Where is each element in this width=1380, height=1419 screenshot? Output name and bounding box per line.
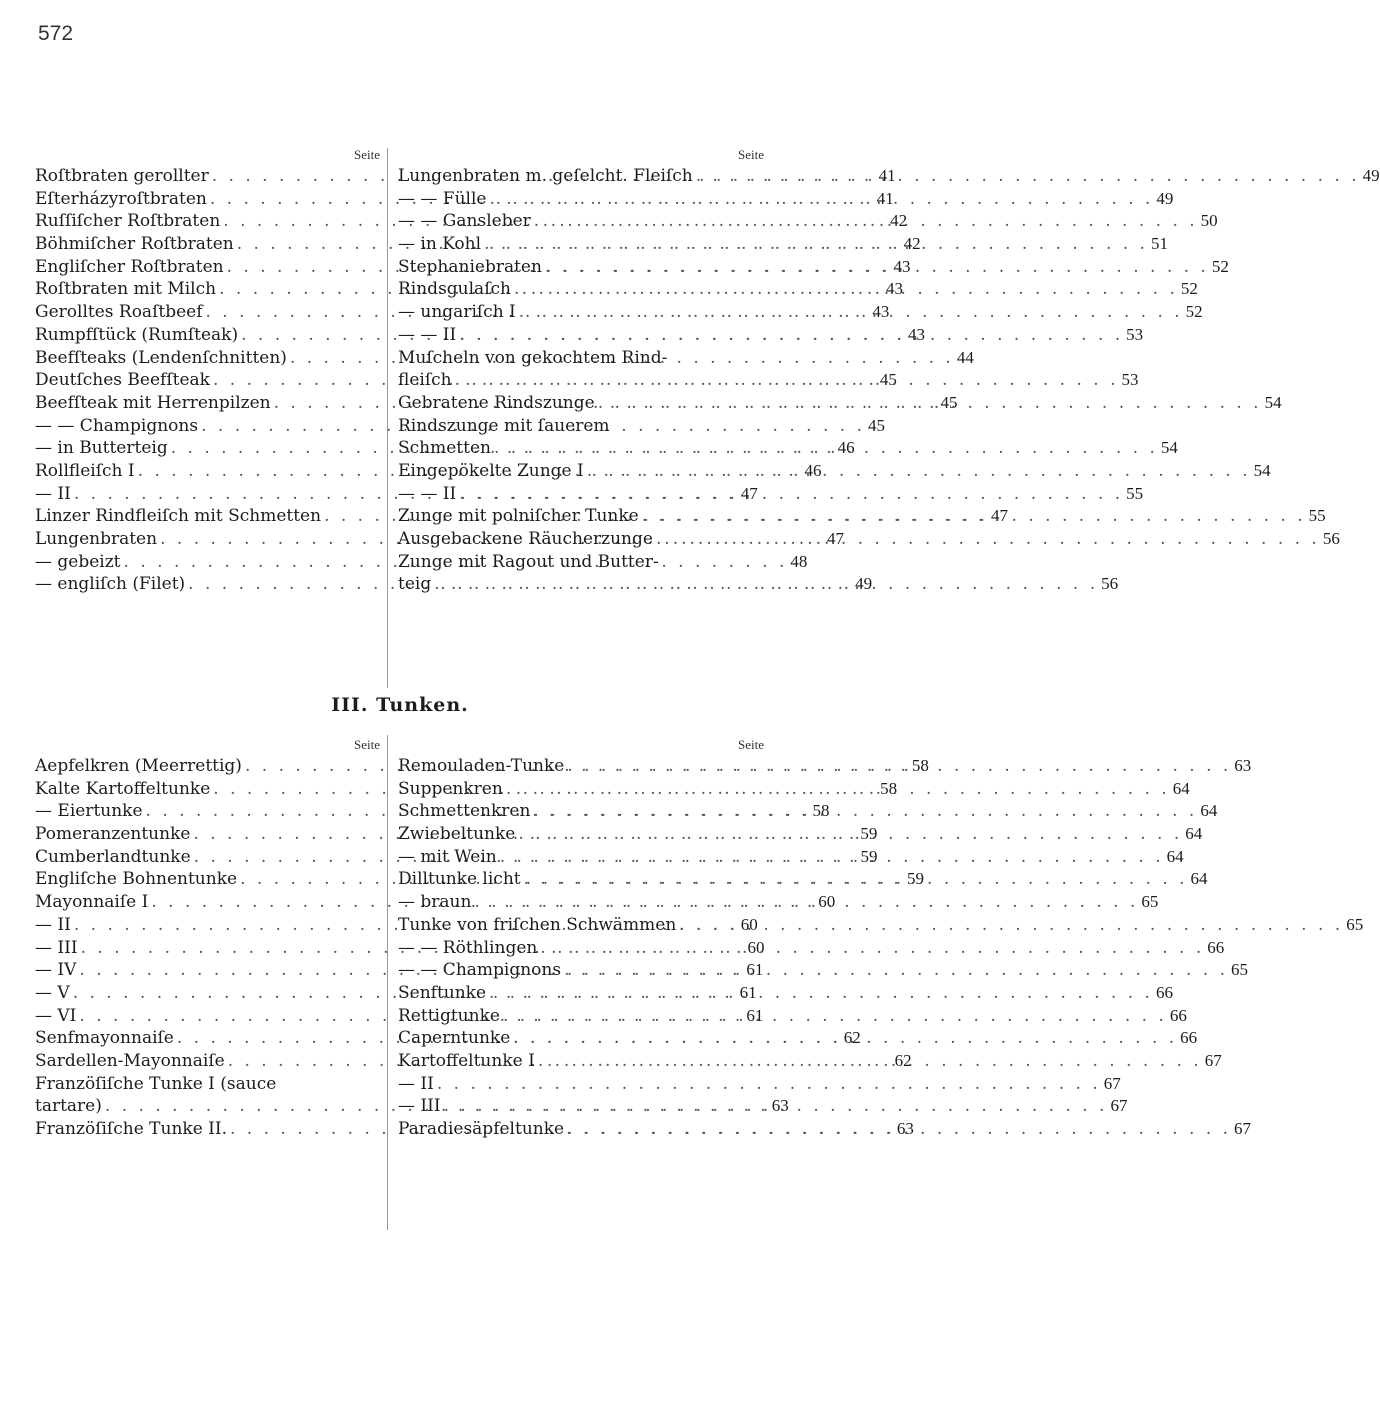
dot-leader xyxy=(491,437,1161,460)
entry-label: Rumpfſtück (Rumſteak) xyxy=(35,324,239,345)
entry-page-number: 41 xyxy=(878,166,896,185)
entry-page-number: 42 xyxy=(903,234,921,254)
entry-label: — — Gansleber xyxy=(398,211,531,232)
column-header: Seite xyxy=(354,737,380,752)
index-entry xyxy=(398,937,1225,960)
entry-page-number: 42 xyxy=(890,211,908,231)
dot-leader xyxy=(510,1027,1180,1050)
entry-page-number: 43 xyxy=(908,324,926,344)
dot-leader xyxy=(497,846,1167,869)
dot-leader xyxy=(516,301,1186,324)
entry-page-number: 55 xyxy=(1308,506,1326,526)
entry-label: Dilltunke licht xyxy=(398,869,521,890)
index-entry xyxy=(35,483,758,506)
entry-label: Rollfleiſch I xyxy=(35,460,135,481)
entry-label: Ruſſiſcher Roſtbraten xyxy=(35,211,221,232)
entry-label: Lungenbraten m. geſelcht. Fleiſch xyxy=(398,166,693,186)
entry-page-number: 66 xyxy=(1155,982,1173,1002)
entry-page-number: 46 xyxy=(804,460,822,480)
entry-label: — V xyxy=(35,982,70,1003)
entry-label: Kalte Kartoffeltunke xyxy=(35,778,211,799)
entry-page-number: 45 xyxy=(879,370,897,390)
entry-page-number: 44 xyxy=(956,347,974,367)
entry-page-number: 64 xyxy=(1185,824,1203,844)
dot-leader xyxy=(530,800,1200,823)
column-divider xyxy=(387,148,388,688)
entry-label: Gerolltes Roaſtbeef xyxy=(35,302,203,323)
entry-page-number: 66 xyxy=(1180,1028,1198,1048)
entry-label: — IV xyxy=(35,960,77,981)
entry-page-number: 67 xyxy=(1103,1073,1121,1093)
entry-page-number: 43 xyxy=(886,279,903,299)
dot-leader xyxy=(542,256,1212,279)
entry-page-number: 54 xyxy=(1160,438,1178,458)
dot-leader xyxy=(537,937,1207,960)
entry-label: — in Kohl xyxy=(398,234,482,255)
dot-leader xyxy=(676,914,1346,937)
dot-leader xyxy=(653,528,1323,551)
dot-leader xyxy=(456,324,1126,347)
entry-label: Paradiesäpfeltunke xyxy=(398,1119,565,1139)
entry-page-number: 64 xyxy=(1200,801,1218,821)
entry-label: Pomeranzentunke xyxy=(35,824,191,845)
entry-label: — mit Wein xyxy=(398,846,497,867)
dot-leader xyxy=(441,1095,1111,1118)
entry-page-number: 65 xyxy=(1141,892,1159,912)
entry-page-number: 65 xyxy=(1230,960,1248,980)
entry-label: Rindsgulaſch xyxy=(398,279,511,300)
entry-label: teig xyxy=(398,574,432,595)
entry-page-number: 59 xyxy=(860,824,878,844)
entry-label: Mayonnaiſe I xyxy=(35,892,149,913)
entry-page-number: 49 xyxy=(855,574,873,594)
entry-label: Sardellen-Mayonnaiſe xyxy=(35,1050,225,1071)
entry-label: Senfmayonnaiſe xyxy=(35,1028,174,1049)
entry-label: Kartoffeltunke I xyxy=(398,1050,535,1071)
dot-leader xyxy=(503,778,1173,801)
entry-label: Lungenbraten xyxy=(35,529,158,549)
dot-leader xyxy=(486,982,1156,1005)
dot-leader xyxy=(693,165,1363,188)
entry-label: — braun xyxy=(398,892,472,913)
entry-label: Muſcheln von gekochtem Rind- xyxy=(398,347,668,368)
entry-page-number: 52 xyxy=(1185,302,1203,322)
entry-label: Remouladen-Tunke xyxy=(398,756,565,776)
entry-label: Roſtbraten gerollter xyxy=(35,166,209,186)
entry-page-number: 58 xyxy=(880,778,898,798)
entry-page-number: 58 xyxy=(812,801,830,821)
index-entry xyxy=(398,914,1364,937)
entry-label: Zwiebeltunke xyxy=(398,824,516,845)
entry-page-number: 61 xyxy=(746,1005,764,1025)
dot-leader xyxy=(561,959,1231,982)
dot-leader xyxy=(531,210,1201,233)
entry-label: — — Fülle xyxy=(398,188,487,209)
entry-label: Beefſteaks (Lendenſchnitten) xyxy=(35,347,287,368)
entry-label: Eingepökelte Zunge I xyxy=(398,460,584,481)
dot-leader xyxy=(595,392,1265,415)
entry-page-number: 67 xyxy=(1204,1050,1222,1070)
entry-label: — III xyxy=(35,937,78,958)
entry-page-number: 62 xyxy=(894,1050,912,1070)
entry-page-number: 54 xyxy=(1264,392,1282,412)
dot-leader xyxy=(639,505,1309,528)
entry-page-number: 49 xyxy=(1362,166,1380,185)
entry-label: fleiſch xyxy=(398,370,452,391)
entry-label: — Eiertunke xyxy=(35,801,143,822)
dot-leader xyxy=(511,278,1181,301)
entry-page-number: 65 xyxy=(1346,914,1364,934)
column-divider xyxy=(387,735,388,1230)
entry-page-number: 54 xyxy=(1253,460,1271,480)
entry-page-number: 43 xyxy=(893,256,911,276)
index-entry xyxy=(35,1073,380,1096)
dot-leader xyxy=(452,369,1122,392)
entry-label: Eſterházyroſtbraten xyxy=(35,188,207,209)
entry-label: Rettigtunke xyxy=(398,1005,500,1026)
entry-page-number: 67 xyxy=(1233,1119,1251,1138)
entry-label: Engliſcher Roſtbraten xyxy=(35,256,224,277)
entry-page-number: 58 xyxy=(911,756,929,775)
entry-label: Schmettenkren xyxy=(398,801,531,822)
entry-label: — II xyxy=(35,914,71,935)
entry-label: — III xyxy=(398,1096,441,1117)
entry-page-number: 51 xyxy=(1150,234,1168,254)
entry-label: Beefſteak mit Herrenpilzen xyxy=(35,392,271,413)
entry-label: Tunke von friſchen Schwämmen xyxy=(398,914,677,935)
entry-label: Aepfelkren (Meerrettig) xyxy=(35,756,242,776)
entry-label: Deutſches Beefſteak xyxy=(35,370,210,391)
entry-page-number: 45 xyxy=(867,415,885,435)
entry-page-number: 66 xyxy=(1169,1005,1187,1025)
entry-page-number: 64 xyxy=(1172,778,1190,798)
entry-label: Engliſche Bohnentunke xyxy=(35,869,238,890)
entry-label: — II xyxy=(398,1073,434,1094)
index-entry xyxy=(398,551,764,574)
index-entry xyxy=(398,959,1248,982)
entry-label: Rindszunge mit ſauerem xyxy=(398,415,610,436)
entry-label: tartare) xyxy=(35,1096,102,1117)
entry-label: — gebeizt xyxy=(35,551,121,572)
entry-label: Zunge mit Ragout und Butter- xyxy=(398,551,659,572)
index-entry xyxy=(398,982,1173,1005)
entry-page-number: 55 xyxy=(1126,483,1144,503)
index-entry xyxy=(398,347,764,370)
dot-leader xyxy=(500,1005,1170,1028)
page-number: 572 xyxy=(38,22,74,45)
entry-label: Stephaniebraten xyxy=(398,256,542,277)
dot-leader xyxy=(456,483,1126,506)
entry-label: Schmetten xyxy=(398,438,491,459)
column-header: Seite xyxy=(738,147,764,162)
entry-page-number: 60 xyxy=(740,914,758,934)
entry-page-number: 46 xyxy=(837,438,855,458)
entry-label: Cumberlandtunke xyxy=(35,846,191,867)
entry-page-number: 60 xyxy=(818,892,836,912)
entry-label: — — II xyxy=(398,483,457,504)
entry-label: Roſtbraten mit Milch xyxy=(35,279,217,300)
entry-label: — VI xyxy=(35,1005,77,1026)
entry-label: — — Röthlingen xyxy=(398,937,538,958)
entry-label: — — II xyxy=(398,324,457,345)
entry-page-number: 53 xyxy=(1126,324,1144,344)
entry-page-number: 64 xyxy=(1190,869,1208,889)
dot-leader xyxy=(535,1050,1205,1073)
entry-page-number: 63 xyxy=(896,1119,914,1138)
entry-label: Zunge mit polniſcher Tunke xyxy=(398,506,639,527)
entry-page-number: 59 xyxy=(906,869,924,889)
entry-label: — in Butterteig xyxy=(35,438,168,459)
entry-page-number: 52 xyxy=(1180,279,1198,299)
column-header: Seite xyxy=(738,737,764,752)
entry-label: Caperntunke xyxy=(398,1028,511,1049)
dot-leader xyxy=(564,1118,1234,1141)
entry-label: Senftunke xyxy=(398,982,487,1003)
index-entry xyxy=(398,1073,1121,1096)
entry-label: — — Champignons xyxy=(398,960,562,981)
entry-page-number: 60 xyxy=(747,937,765,957)
entry-page-number: 61 xyxy=(739,982,757,1002)
dot-leader xyxy=(471,891,1141,914)
dot-leader xyxy=(521,868,1191,891)
entry-page-number: 56 xyxy=(1101,574,1119,594)
entry-page-number: 45 xyxy=(940,392,958,412)
entry-label: — II xyxy=(35,483,71,504)
entry-page-number: 47 xyxy=(740,483,758,503)
entry-page-number: 50 xyxy=(1200,211,1218,231)
entry-label: — ungariſch I xyxy=(398,302,516,323)
entry-label: Franzöſiſche Tunke II. xyxy=(35,1119,227,1139)
index-entry xyxy=(398,1005,1187,1028)
column-header: Seite xyxy=(354,147,380,162)
entry-label: Suppenkren xyxy=(398,778,503,799)
dot-leader xyxy=(584,460,1254,483)
dot-leader xyxy=(487,188,1157,211)
entry-page-number: 52 xyxy=(1211,256,1229,276)
entry-page-number: 49 xyxy=(1156,188,1174,208)
entry-page-number: 47 xyxy=(990,506,1008,526)
entry-page-number: 48 xyxy=(790,551,808,571)
dot-leader xyxy=(431,573,1101,596)
dot-leader xyxy=(564,755,1234,778)
entry-page-number: 64 xyxy=(1166,846,1184,866)
entry-page-number: 56 xyxy=(1322,529,1340,548)
entry-label: Gebratene Rindszunge xyxy=(398,392,595,413)
entry-page-number: 47 xyxy=(826,529,844,548)
entry-label: Linzer Rindfleiſch mit Schmetten xyxy=(35,506,322,527)
entry-page-number: 67 xyxy=(1110,1096,1128,1116)
entry-page-number: 63 xyxy=(1234,756,1252,775)
entry-page-number: 66 xyxy=(1207,937,1225,957)
entry-label: Ausgebackene Räucherzunge xyxy=(398,529,653,549)
entry-page-number: 63 xyxy=(771,1096,789,1116)
index-entry xyxy=(398,415,764,438)
entry-page-number: 53 xyxy=(1121,370,1139,390)
entry-page-number: 61 xyxy=(746,960,764,980)
entry-label: Böhmiſcher Roſtbraten xyxy=(35,234,234,255)
dot-leader xyxy=(434,1073,1104,1096)
dot-leader xyxy=(515,823,1185,846)
entry-label: — engliſch (Filet) xyxy=(35,574,186,595)
entry-page-number: 62 xyxy=(843,1028,861,1048)
entry-page-number: 59 xyxy=(860,846,878,866)
index-entry xyxy=(398,483,1144,506)
entry-page-number: 43 xyxy=(872,302,890,322)
entry-page-number: 41 xyxy=(876,188,894,208)
section-title: III. Tunken. xyxy=(331,694,469,716)
entry-label: — — Champignons xyxy=(35,415,199,436)
entry-label: Franzöſiſche Tunke I (sauce xyxy=(35,1073,277,1094)
dot-leader xyxy=(481,233,1151,256)
